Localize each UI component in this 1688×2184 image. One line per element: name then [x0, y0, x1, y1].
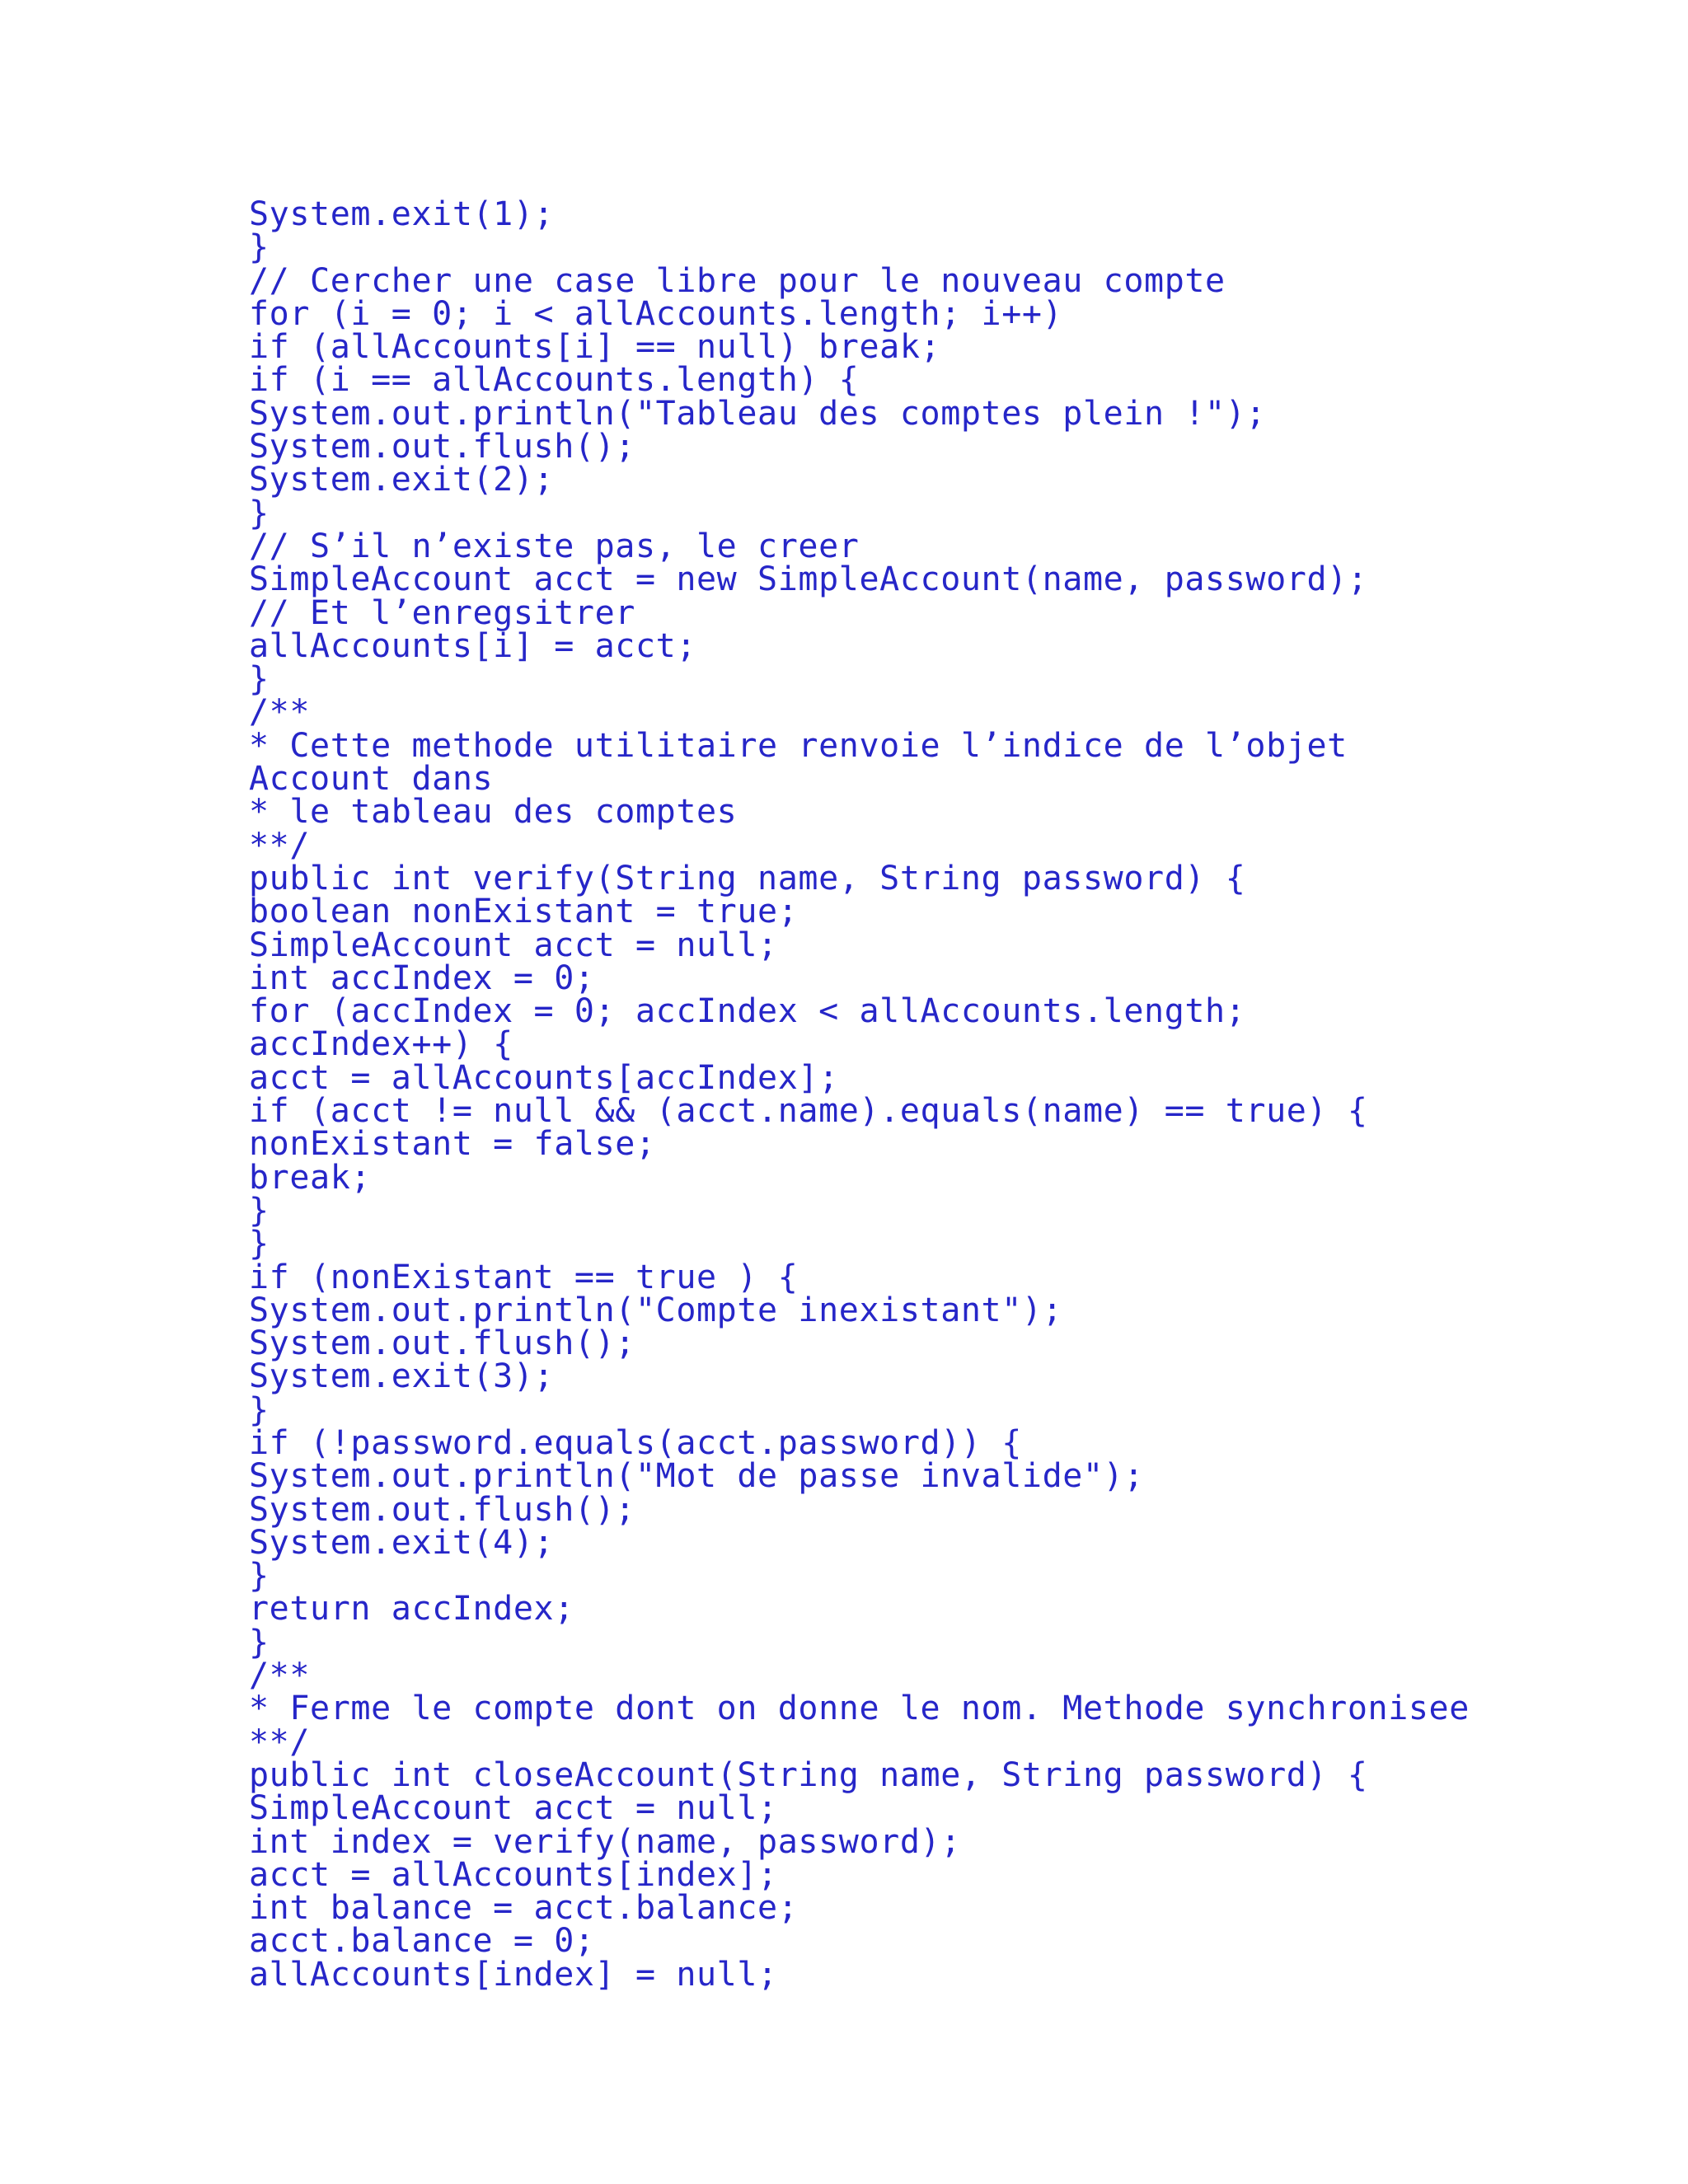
code-line: System.out.flush();: [249, 1324, 635, 1363]
code-line: System.out.flush();: [249, 428, 635, 466]
code-line: acct = allAccounts[index];: [249, 1855, 778, 1894]
code-line: break;: [249, 1158, 372, 1197]
code-line: SimpleAccount acct = null;: [249, 926, 778, 964]
code-line: /**: [249, 693, 311, 732]
code-line: if (allAccounts[i] == null) break;: [249, 328, 941, 367]
code-line: acct = allAccounts[accIndex];: [249, 1058, 839, 1097]
code-line: // Cercher une case libre pour le nouveau compte: [249, 261, 1226, 300]
code-line: System.exit(2);: [249, 461, 555, 499]
code-line: SimpleAccount acct = new SimpleAccount(name, password);: [249, 560, 1368, 599]
code-line: }: [249, 1191, 270, 1230]
code-line: int balance = acct.balance;: [249, 1889, 799, 1928]
code-line: for (accIndex = 0; accIndex < allAccounts.length;: [249, 992, 1246, 1031]
code-line: /**: [249, 1657, 311, 1695]
code-line: System.out.println("Mot de passe invalide");: [249, 1457, 1145, 1496]
code-line: Account dans: [249, 760, 494, 799]
code-line: **/: [249, 1722, 311, 1761]
code-line: System.exit(1);: [249, 195, 555, 233]
code-line: System.exit(4);: [249, 1523, 555, 1562]
code-line: }: [249, 228, 270, 267]
code-line: allAccounts[index] = null;: [249, 1955, 778, 1994]
code-line: }: [249, 1225, 270, 1263]
code-line: if (!password.equals(acct.password)) {: [249, 1423, 1022, 1462]
code-line: * le tableau des comptes: [249, 793, 738, 832]
code-line: }: [249, 1623, 270, 1661]
code-line: allAccounts[i] = acct;: [249, 626, 697, 665]
code-line: * Cette methode utilitaire renvoie l’indice de l’objet: [249, 726, 1348, 765]
code-line: **/: [249, 826, 311, 865]
code-line: int accIndex = 0;: [249, 958, 595, 997]
code-line: return accIndex;: [249, 1590, 574, 1629]
code-line: }: [249, 660, 270, 699]
code-line: for (i = 0; i < allAccounts.length; i++): [249, 294, 1063, 333]
code-line: nonExistant = false;: [249, 1125, 656, 1164]
code-line: SimpleAccount acct = null;: [249, 1789, 778, 1828]
code-line: }: [249, 1557, 270, 1596]
code-listing: [249, 195, 1470, 1994]
code-line: if (nonExistant == true ) {: [249, 1258, 799, 1296]
code-line: acct.balance = 0;: [249, 1922, 595, 1961]
code-line: int index = verify(name, password);: [249, 1822, 961, 1861]
code-line: if (acct != null && (acct.name).equals(name) == true) {: [249, 1092, 1368, 1131]
code-line: boolean nonExistant = true;: [249, 893, 799, 931]
code-line: System.out.flush();: [249, 1490, 635, 1529]
code-line: // Et l’enregsitrer: [249, 593, 635, 632]
code-line: public int closeAccount(String name, String password) {: [249, 1755, 1368, 1794]
code-line: }: [249, 1390, 270, 1429]
code-line: public int verify(String name, String password) {: [249, 859, 1246, 898]
code-line: // S’il n’existe pas, le creer: [249, 527, 860, 565]
code-line: }: [249, 494, 270, 532]
code-line: System.out.println("Tableau des comptes plein !");: [249, 394, 1267, 433]
code-line: System.out.println("Compte inexistant");: [249, 1291, 1063, 1329]
code-line: if (i == allAccounts.length) {: [249, 361, 860, 400]
code-line: accIndex++) {: [249, 1025, 513, 1064]
code-line: * Ferme le compte dont on donne le nom. Methode synchronisee: [249, 1690, 1470, 1728]
code-line: System.exit(3);: [249, 1357, 555, 1396]
